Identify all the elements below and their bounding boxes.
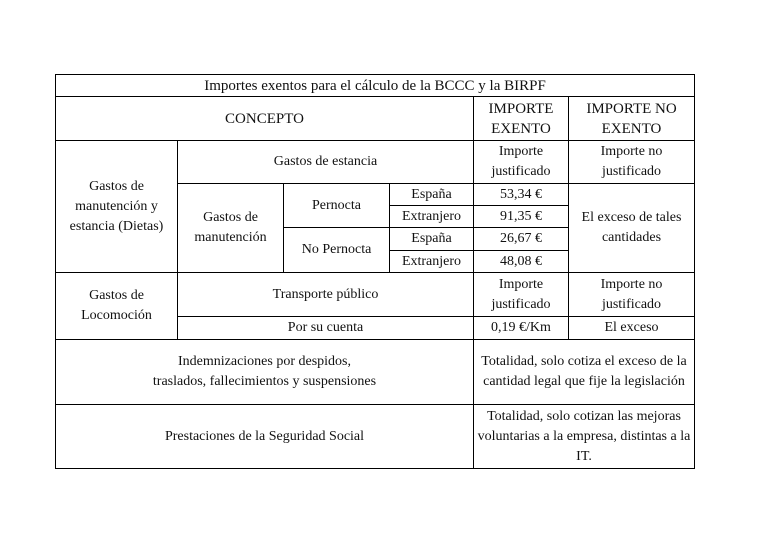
cuenta-label: Por su cuenta: [178, 317, 474, 340]
pernocta-extranjero-value: 91,35 €: [474, 206, 569, 228]
estancia-exento: Importe justificado: [474, 141, 569, 184]
indemnizaciones-label: [56, 340, 474, 405]
no-pernocta-espana-label: España: [390, 228, 474, 251]
pernocta-espana-value: 53,34 €: [474, 184, 569, 206]
indemnizaciones-value: Totalidad, solo cotiza el exceso de la cantidad legal que fije la legislación: [474, 340, 695, 405]
cuenta-exento: 0,19 €/Km: [474, 317, 569, 340]
header-importe-no-exento: IMPORTE NO EXENTO: [569, 97, 695, 141]
cuenta-no-exento: El exceso: [569, 317, 695, 340]
pernocta-extranjero-label: Extranjero: [390, 206, 474, 228]
estancia-no-exento: Importe no justificado: [569, 141, 695, 184]
table-title: Importes exentos para el cálculo de la BCCC y la BIRPF: [56, 75, 695, 97]
prestaciones-label: Prestaciones de la Seguridad Social: [56, 405, 474, 469]
header-concepto: CONCEPTO: [56, 97, 474, 141]
prestaciones-value: Totalidad, solo cotizan las mejoras voluntarias a la empresa, distintas a la IT.: [474, 405, 695, 469]
header-importe-exento: IMPORTE EXENTO: [474, 97, 569, 141]
pernocta-espana-label: España: [390, 184, 474, 206]
indemnizaciones-label-line2: traslados, fallecimientos y suspensiones: [152, 374, 377, 389]
no-pernocta-espana-value: 26,67 €: [474, 228, 569, 251]
transporte-label: Transporte público: [178, 273, 474, 317]
pernocta-label: Pernocta: [284, 184, 390, 228]
no-pernocta-label: No Pernocta: [284, 228, 390, 273]
dietas-label: Gastos de manutención y estancia (Dietas): [56, 141, 178, 273]
transporte-no-exento: Importe no justificado: [569, 273, 695, 317]
exempt-amounts-table: [55, 74, 695, 469]
locomocion-label: Gastos de Locomoción: [56, 273, 178, 340]
manutencion-label: Gastos de manutención: [178, 184, 284, 273]
estancia-label: Gastos de estancia: [178, 141, 474, 184]
transporte-exento: Importe justificado: [474, 273, 569, 317]
no-pernocta-extranjero-label: Extranjero: [390, 251, 474, 273]
manutencion-no-exento: El exceso de tales cantidades: [569, 184, 695, 273]
no-pernocta-extranjero-value: 48,08 €: [474, 251, 569, 273]
indemnizaciones-label-line1: Indemnizaciones por despidos,: [177, 354, 351, 369]
